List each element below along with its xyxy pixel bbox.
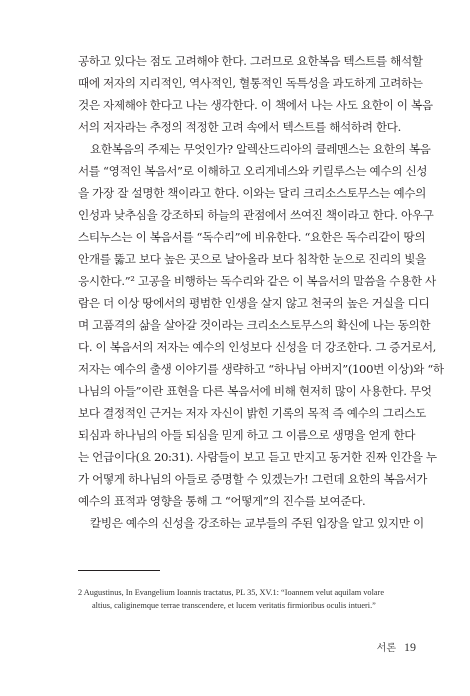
- text-line: 나님의 아들”이란 표현을 다른 복음서에 비해 현저히 많이 사용한다. 무엇: [78, 384, 432, 398]
- running-footer-section: 서론: [376, 643, 396, 654]
- text-line: 안개를 뚫고 보다 높은 곳으로 날아올라 보다 침착한 눈으로 진리의 빛을: [78, 252, 426, 266]
- text-line: 칼빙은 예수의 신성을 강조하는 교부들의 주된 입장을 알고 있지만 이: [90, 516, 424, 530]
- text-line: 스티누스는 이 복음서를 “독수리”에 비유한다. “요한은 독수리같이 땅의: [78, 230, 426, 244]
- text-line: 것은 자제해야 한다고 나는 생각한다. 이 책에서 나는 사도 요한이 이 복음: [78, 98, 433, 112]
- text-line: 며 고품격의 삶을 살아갈 것이라는 크리소스토무스의 확신에 나는 동의한: [78, 318, 431, 332]
- text-line: 서의 저자라는 추정의 적정한 고려 속에서 텍스트를 해석하려 한다.: [78, 120, 401, 134]
- footnote: [78, 586, 402, 612]
- text-line: 람은 더 이상 땅에서의 평범한 인생을 살지 않고 천국의 높은 거실을 디디: [78, 296, 430, 310]
- text-line: 인성과 낮추심을 강조하되 하늘의 관점에서 쓰여진 책이라고 한다. 아우구: [78, 208, 434, 222]
- text-line: 응시한다.”² 고공을 비행하는 독수리와 같은 이 복음서의 말씀을 수용한 사: [78, 274, 436, 288]
- footnote-line: 2 Augustinus, In Evangelium Ioannis tractatus, PL 35, XV.1: “Ioannem velut aquilam volare: [78, 588, 385, 597]
- text-line: 을 가장 잘 설명한 책이라고 한다. 이와는 달리 크리소스토무스는 예수의: [78, 186, 426, 200]
- page-number: 19: [404, 640, 416, 654]
- footnote-line: altius, caliginemque terrae transcendere, et lucem veritatis firmioribus oculis intueri.”: [92, 601, 376, 610]
- text-line: 공하고 있다는 점도 고려해야 한다. 그러므로 요한복음 텍스트를 해석할: [78, 54, 423, 68]
- text-line: 서를 “영적인 복음서”로 이해하고 오리게네스와 키릴루스는 예수의 신성: [78, 164, 428, 178]
- text-line: 다. 이 복음서의 저자는 예수의 인성보다 신성을 더 강조한다. 그 증거로서,: [78, 340, 436, 354]
- text-line: 는 언급이다(요 20:31). 사람들이 보고 듣고 만지고 동거한 진짜 인간을 누: [78, 450, 437, 464]
- text-line: 가 어떻게 하나님의 아들로 증명할 수 있겠는가! 그런데 요한의 복음서가: [78, 472, 427, 486]
- text-line: 때에 저자의 지리적인, 역사적인, 혈통적인 독특성을 과도하게 고려하는: [78, 76, 423, 90]
- body-text: [78, 50, 444, 534]
- footnote-divider: [78, 570, 160, 571]
- text-line: 요한복음의 주제는 무엇인가? 알렉산드리아의 클레멘스는 요한의 복음: [90, 142, 431, 156]
- text-line: 보다 결정적인 근거는 저자 자신이 밝힌 기록의 목적 즉 예수의 그리스도: [78, 406, 426, 420]
- page-footer: [377, 639, 416, 655]
- text-line: 되심과 하나님의 아들 되심을 믿게 하고 그 이름으로 생명을 얻게 한다: [78, 428, 416, 442]
- text-line: 예수의 표적과 영향을 통해 그 “어떻게”의 진수를 보여준다.: [78, 494, 366, 508]
- text-line: 저자는 예수의 출생 이야기를 생략하고 “하나님 아버지”(100번 이상)와 “하: [78, 362, 444, 376]
